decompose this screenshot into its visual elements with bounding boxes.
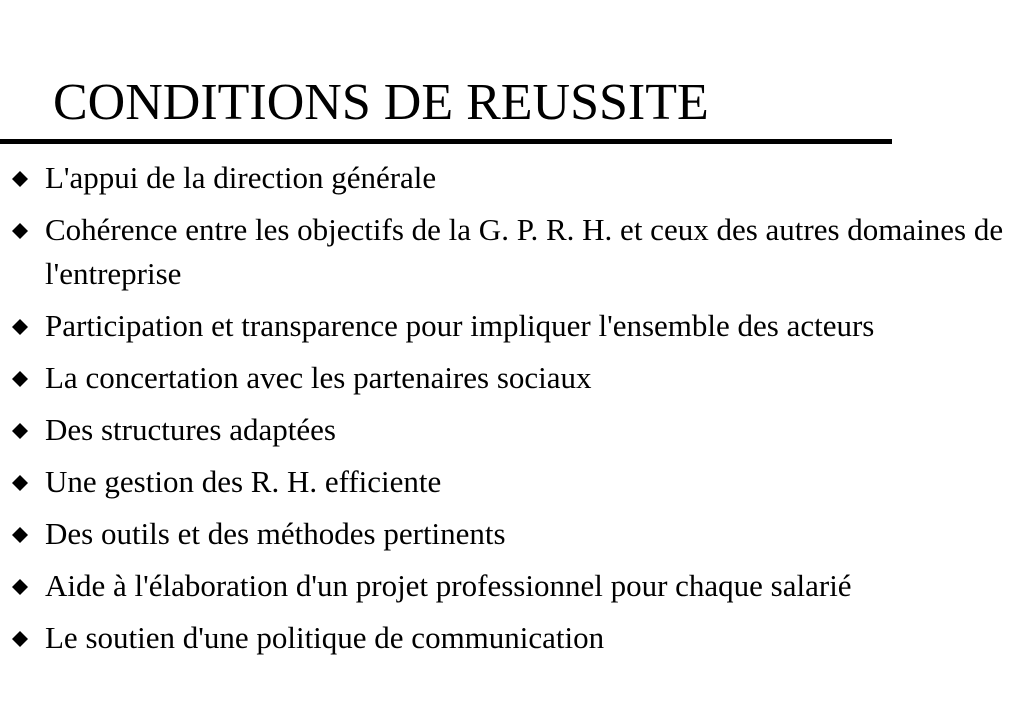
title-underline	[0, 139, 892, 144]
list-item	[10, 616, 1015, 660]
list-item-text: Cohérence entre les objectifs de la G. P. R. H. et ceux des autres domaines de l'entreprise	[45, 212, 1004, 291]
diamond-bullet-icon	[12, 631, 28, 647]
diamond-bullet-icon	[12, 371, 28, 387]
list-item	[10, 512, 1015, 556]
list-item-text: Participation et transparence pour impliquer l'ensemble des acteurs	[45, 308, 875, 343]
list-item	[10, 564, 1015, 608]
list-item-text: Des structures adaptées	[45, 412, 336, 447]
list-item	[10, 156, 1015, 200]
diamond-bullet-icon	[12, 223, 28, 239]
list-item	[10, 408, 1015, 452]
diamond-bullet-icon	[12, 171, 28, 187]
diamond-bullet-icon	[12, 423, 28, 439]
list-item	[10, 460, 1015, 504]
list-item	[10, 356, 1015, 400]
diamond-bullet-icon	[12, 319, 28, 335]
diamond-bullet-icon	[12, 527, 28, 543]
bullet-list	[10, 156, 1015, 668]
list-item	[10, 208, 1015, 296]
list-item-text: Une gestion des R. H. efficiente	[45, 464, 442, 499]
list-item-text: Le soutien d'une politique de communication	[45, 620, 605, 655]
diamond-bullet-icon	[12, 579, 28, 595]
list-item	[10, 304, 1015, 348]
list-item-text: Aide à l'élaboration d'un projet professionnel pour chaque salarié	[45, 568, 852, 603]
list-item-text: La concertation avec les partenaires sociaux	[45, 360, 592, 395]
slide-title: CONDITIONS DE REUSSITE	[53, 74, 709, 131]
diamond-bullet-icon	[12, 475, 28, 491]
list-item-text: L'appui de la direction générale	[45, 160, 437, 195]
list-item-text: Des outils et des méthodes pertinents	[45, 516, 506, 551]
